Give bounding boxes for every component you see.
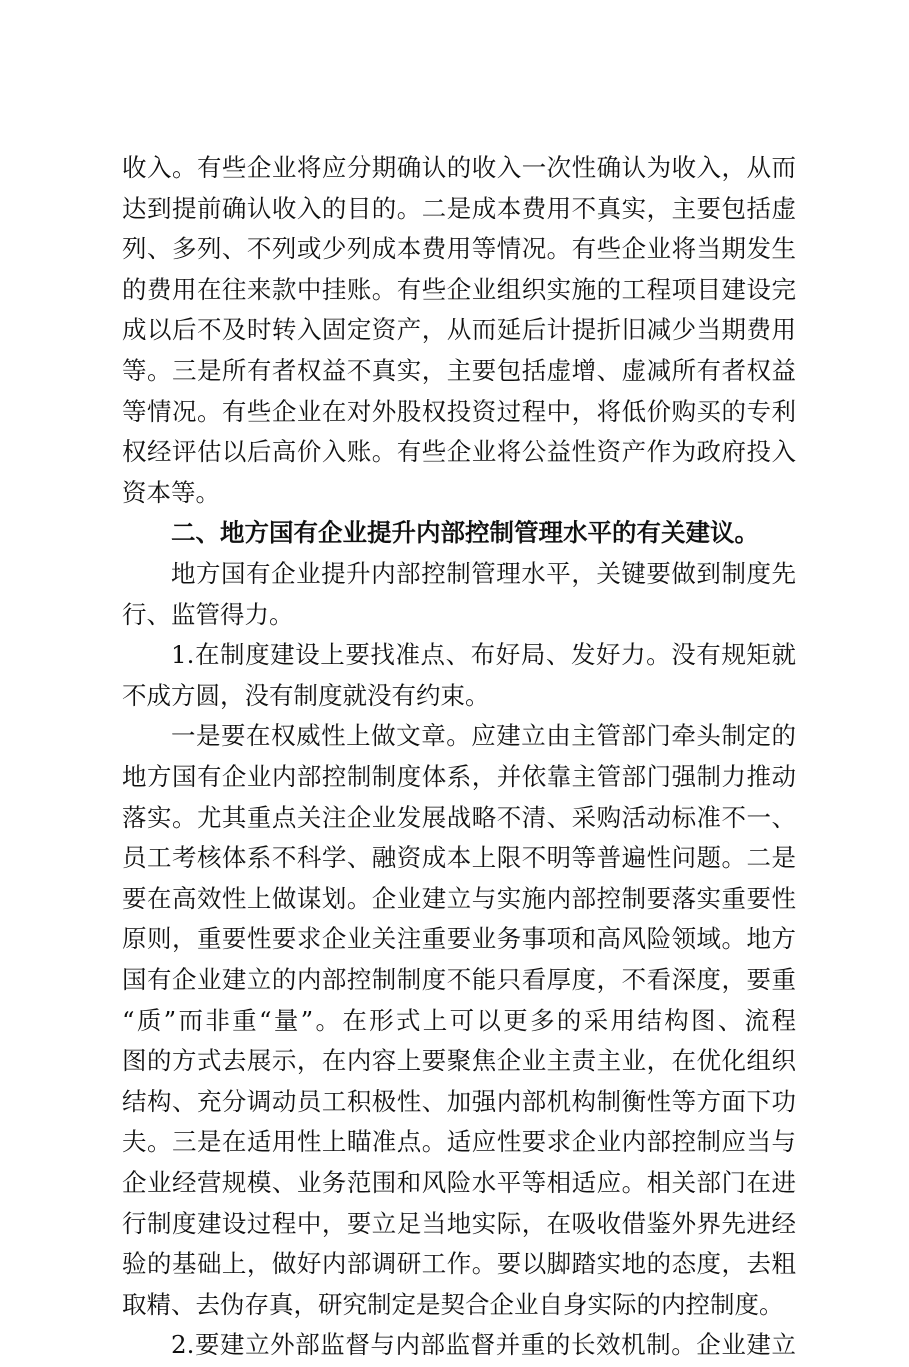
- text-line: 的费用在往来款中挂账。有些企业组织实施的工程项目建设完: [122, 274, 796, 304]
- text-line: 行制度建设过程中，要立足当地实际，在吸收借鉴外界先进经: [122, 1208, 796, 1238]
- text-line: 图的方式去展示，在内容上要聚焦企业主责主业，在优化组织: [122, 1046, 796, 1076]
- text-line: 收入。有些企业将应分期确认的收入一次性确认为收入，从而: [122, 153, 796, 182]
- text-line: 取精、去伪存真，研究制定是契合企业自身实际的内控制度。: [122, 1289, 784, 1319]
- text-line: 结构、充分调动员工积极性、加强内部机构制衡性等方面下功: [122, 1086, 796, 1116]
- text-line: 夫。三是在适用性上瞄准点。适应性要求企业内部控制应当与: [122, 1127, 796, 1157]
- text-line: 地方国有企业提升内部控制管理水平，关键要做到制度先: [171, 559, 796, 588]
- text-line: 原则，重要性要求企业关注重要业务事项和高风险领域。地方: [122, 924, 796, 954]
- text-line: 落实。尤其重点关注企业发展战略不清、采购活动标准不一、: [122, 802, 796, 832]
- text-line: 国有企业建立的内部控制制度不能只看厚度，不看深度，要重: [122, 965, 796, 994]
- text-line: 地方国有企业内部控制制度体系，并依靠主管部门强制力推动: [122, 762, 796, 791]
- text-line: 验的基础上，做好内部调研工作。要以脚踏实地的态度，去粗: [122, 1249, 796, 1279]
- text-line: 等。三是所有者权益不真实，主要包括虚增、虚减所有者权益: [122, 356, 796, 385]
- text-line: 企业经营规模、业务范围和风险水平等相适应。相关部门在进: [122, 1168, 796, 1197]
- text-line: 达到提前确认收入的目的。二是成本费用不真实，主要包括虚: [122, 193, 796, 223]
- text-line: 列、多列、不列或少列成本费用等情况。有些企业将当期发生: [122, 234, 796, 264]
- text-line: 等情况。有些企业在对外股权投资过程中，将低价购买的专利: [122, 396, 796, 426]
- text-line: 权经评估以后高价入账。有些企业将公益性资产作为政府投入: [122, 437, 796, 467]
- text-line: “质”而非重“量”。在形式上可以更多的采用结构图、流程: [122, 1005, 796, 1035]
- section-heading-line: 二、地方国有企业提升内部控制管理水平的有关建议。: [171, 518, 759, 548]
- text-line: 要在高效性上做谋划。企业建立与实施内部控制要落实重要性: [122, 883, 796, 913]
- text-line: 资本等。: [122, 477, 220, 507]
- text-line: 成以后不及时转入固定资产，从而延后计提折旧减少当期费用: [122, 315, 796, 345]
- text-line: 一是要在权威性上做文章。应建立由主管部门牵头制定的: [171, 721, 796, 751]
- text-line: 1.在制度建设上要找准点、布好局、发好力。没有规矩就: [171, 640, 796, 670]
- text-line: 不成方圆，没有制度就没有约束。: [122, 680, 490, 710]
- text-line: 行、监管得力。: [122, 599, 294, 629]
- text-line: 2.要建立外部监督与内部监督并重的长效机制。企业建立: [171, 1330, 796, 1360]
- text-line: 员工考核体系不科学、融资成本上限不明等普遍性问题。二是: [122, 843, 796, 873]
